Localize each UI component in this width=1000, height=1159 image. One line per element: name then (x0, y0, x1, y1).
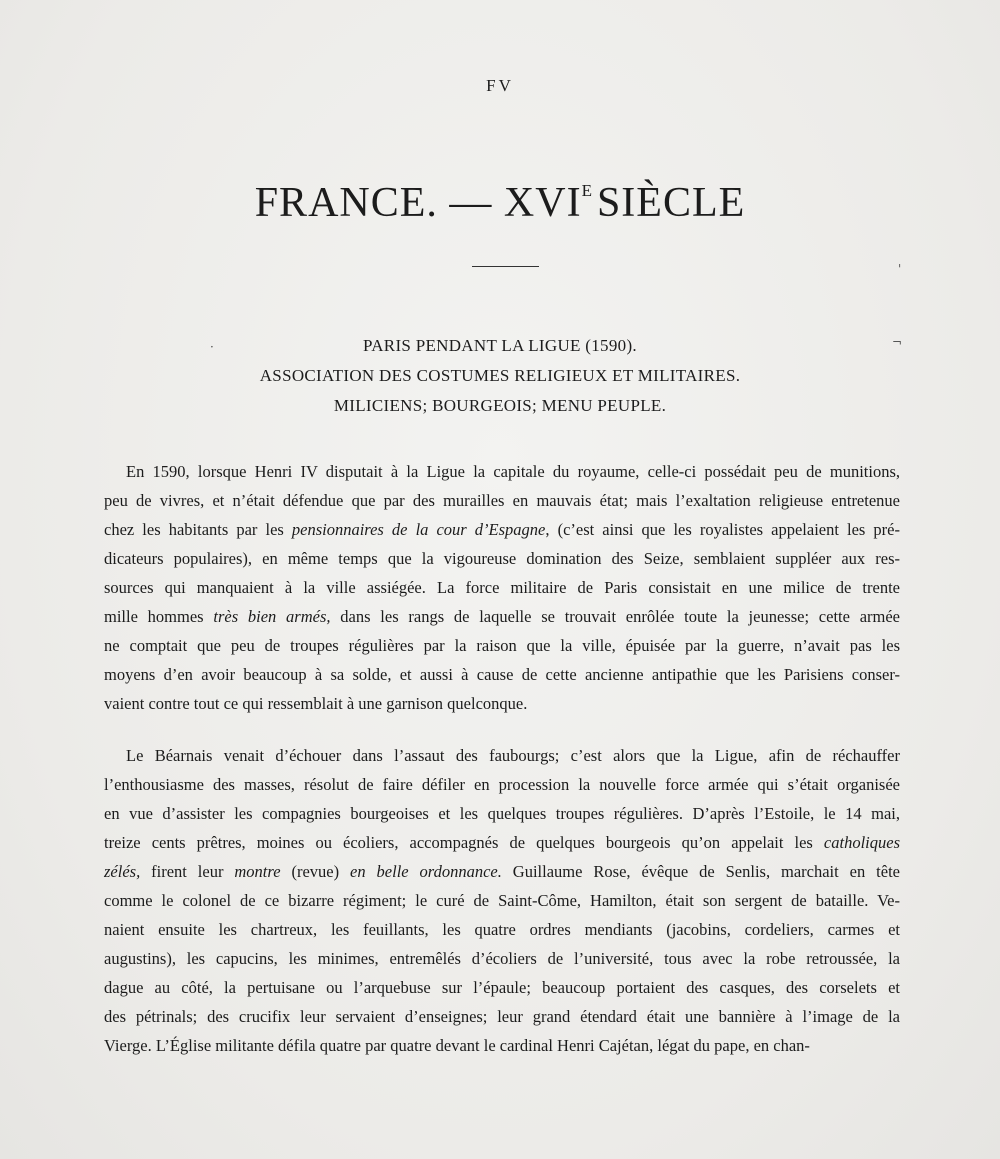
text-run: vaient contre tout ce qui ressemblait à une garnison quelconque. (104, 694, 528, 713)
text-run: moyens d’en avoir beaucoup à sa solde, et aussi à cause de cette ancienne antipathie que les Parisiens conser- (104, 665, 900, 684)
subtitle-line: ASSOCIATION DES COSTUMES RELIGIEUX ET MILITAIRES. (259, 366, 741, 385)
text-run: en vue d’assister les compagnies bourgeoises et les quelques troupes régulières. D’après l’Estoile, le 14 mai, (104, 804, 900, 823)
text-line (104, 515, 900, 544)
subtitle-line: MILICIENS; BOURGEOIS; MENU PEUPLE. (333, 396, 667, 415)
page-title (0, 165, 1000, 229)
text-line (104, 770, 900, 799)
paragraph-1 (104, 457, 900, 718)
text-run: , (c’est ainsi que les royalistes appelaient les pré- (545, 520, 900, 539)
text-line (104, 799, 900, 828)
text-line (104, 741, 900, 770)
text-line (104, 915, 900, 944)
text-run: dans les rangs de laquelle se trouvait enrôlée toute la jeunesse; cette armée (330, 607, 901, 626)
text-run: firent leur (140, 862, 235, 881)
text-run: sources qui manquaient à la ville assiégée. La force militaire de Paris consistait en une milice de trente (104, 578, 900, 597)
title-main: FRANCE. — XVI (254, 180, 582, 226)
italic-phrase: catholiques (823, 833, 900, 852)
text-run: naient ensuite les chartreux, les feuillants, les quatre ordres mendiants (jacobins, cordeliers, carmes et (104, 920, 900, 939)
text-line (104, 857, 900, 886)
print-speck: ' (898, 262, 902, 276)
title-superscript: E (581, 181, 593, 200)
text-run: Guillaume Rose, évêque de Senlis, marchait en tête (501, 862, 900, 881)
text-run: Vierge. L’Église militante défila quatre par quatre devant le cardinal Henri Cajétan, légat du pape, en chan- (104, 1036, 810, 1055)
text-line (104, 1031, 900, 1060)
print-speck: ¬ (892, 335, 903, 349)
text-line (104, 886, 900, 915)
page-signature: FV (486, 76, 514, 95)
text-line (104, 689, 900, 718)
italic-phrase: en belle ordonnance. (350, 862, 502, 881)
text-run: augustins), les capucins, les minimes, entremêlés d’écoliers de l’université, tous avec la robe retroussée, la (104, 949, 900, 968)
subtitle-line: PARIS PENDANT LA LIGUE (1590). (363, 336, 637, 355)
text-run: (revue) (280, 862, 351, 881)
text-line (104, 944, 900, 973)
text-line (104, 457, 900, 486)
text-run: dicateurs populaires), en même temps que la vigoureuse domination des Seize, semblaient suppléer aux res- (104, 549, 900, 568)
text-run: ne comptait que peu de troupes régulières par la raison que la ville, épuisée par la guerre, n’avait pas les (104, 636, 900, 655)
italic-phrase: zélés, (104, 862, 141, 881)
text-line (104, 486, 900, 515)
text-line (104, 544, 900, 573)
text-run: chez les habitants par les (104, 520, 292, 539)
text-run: Le Béarnais venait d’échouer dans l’assaut des faubourgs; c’est alors que la Ligue, afin de réchauffer (126, 746, 900, 765)
text-run: peu de vivres, et n’était défendue que par des murailles en mauvais état; mais l’exaltation religieuse entretenue (104, 491, 900, 510)
text-run: des pétrinals; des crucifix leur servaient d’enseignes; leur grand étendard était une bannière à l’image de la (104, 1007, 900, 1026)
italic-phrase: montre (234, 862, 281, 881)
italic-phrase: très bien armés, (213, 607, 331, 626)
italic-phrase: pensionnaires de la cour d’Espagne (291, 520, 546, 539)
text-line (104, 660, 900, 689)
text-line (104, 973, 900, 1002)
paragraph-2 (104, 741, 900, 1060)
text-line (104, 1002, 900, 1031)
text-run: dague au côté, la pertuisane ou l’arquebuse sur l’épaule; beaucoup portaient des casques, des corselets et (104, 978, 900, 997)
title-end: SIÈCLE (596, 180, 746, 226)
text-line (104, 602, 900, 631)
text-run: En 1590, lorsque Henri IV disputait à la Ligue la capitale du royaume, celle-ci possédait peu de munitions, (126, 462, 900, 481)
text-line (104, 828, 900, 857)
text-run: mille hommes (104, 607, 214, 626)
text-run: comme le colonel de ce bizarre régiment; le curé de Saint-Côme, Hamilton, était son sergent de bataille. Ve- (104, 891, 900, 910)
title-rule (472, 266, 539, 267)
print-speck: · (210, 340, 214, 354)
text-line (104, 631, 900, 660)
text-line (104, 573, 900, 602)
subtitle-block (0, 331, 1000, 421)
text-run: l’enthousiasme des masses, résolut de faire défiler en procession la nouvelle force armée qui s’était organisée (104, 775, 900, 794)
text-run: treize cents prêtres, moines ou écoliers, accompagnés de quelques bourgeois qu’on appelait les (104, 833, 824, 852)
